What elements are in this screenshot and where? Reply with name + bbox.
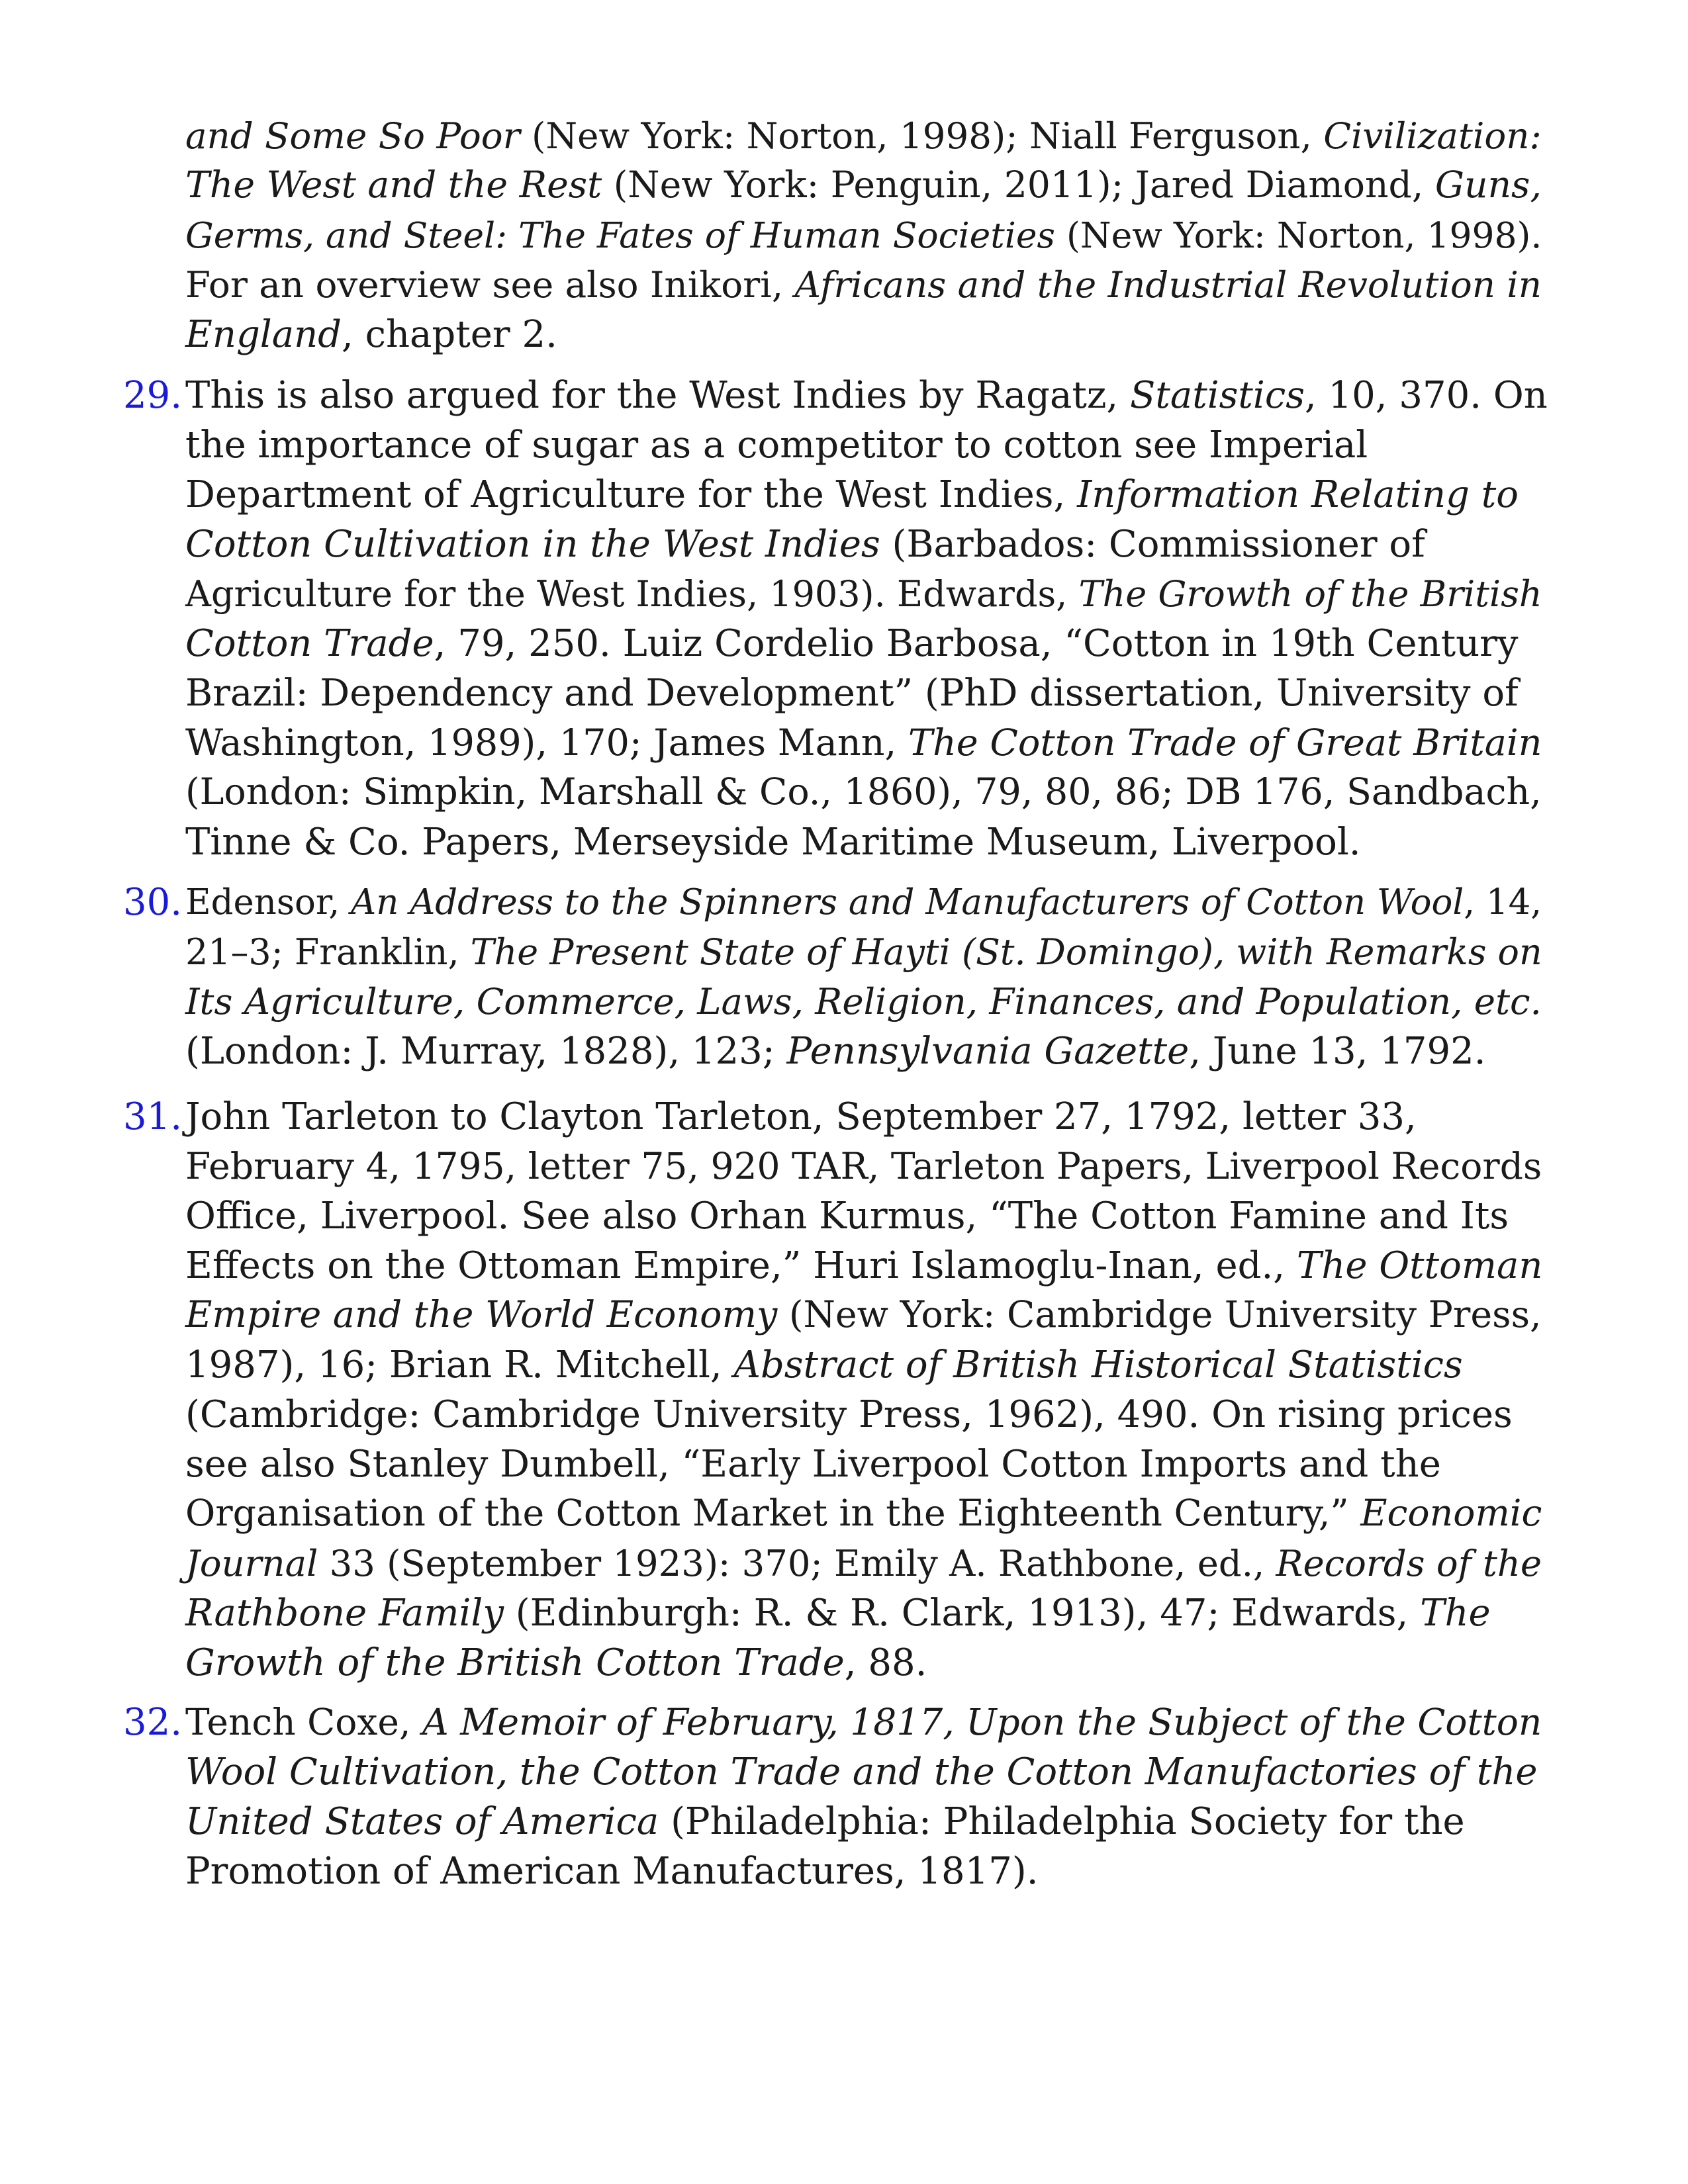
text-run: For an overview see also Inikori,: [185, 263, 795, 306]
text-run: February 4, 1795, letter 75, 920 TAR, Tarleton Papers, Liverpool Records: [185, 1145, 1542, 1187]
italic-text: A Memoir of February, 1817, Upon the Subject of the Cotton: [422, 1701, 1542, 1743]
text-line: [185, 470, 1549, 520]
text-run: see also Stanley Dumbell, “Early Liverpool Cotton Imports and the: [185, 1443, 1441, 1486]
italic-text: The Growth of the British: [1078, 573, 1542, 615]
text-line: [185, 1747, 1549, 1797]
text-line: [185, 1241, 1549, 1291]
italic-text: Rathbone Family: [185, 1592, 504, 1635]
footnote-29: [123, 371, 1549, 867]
text-line: [185, 1191, 1549, 1241]
italic-text: The Cotton Trade of Great Britain: [908, 721, 1542, 764]
italic-text: United States of America: [185, 1800, 659, 1843]
text-line: [185, 1698, 1549, 1747]
italic-text: Wool Cultivation, the Cotton Trade and the Cotton Manufactories of the: [185, 1751, 1538, 1794]
text-line: [185, 718, 1549, 768]
footnote-number[interactable]: 31.: [123, 1095, 183, 1138]
italic-text: An Address to the Spinners and Manufacturers of Cotton Wool: [351, 882, 1464, 923]
text-run: the importance of sugar as a competitor to cotton see Imperial: [185, 424, 1368, 467]
text-run: (New York: Cambridge University Press,: [777, 1294, 1542, 1336]
italic-text: The Present State of Hayti (St. Domingo), with Remarks on: [470, 931, 1542, 973]
text-run: 33 (September 1923): 370; Emily A. Rathbone, ed.,: [318, 1543, 1276, 1584]
italic-text: The: [1420, 1592, 1491, 1635]
text-line: [185, 977, 1549, 1026]
italic-text: Civilization:: [1323, 114, 1542, 157]
italic-text: and Some So Poor: [185, 114, 520, 157]
text-line: [185, 210, 1549, 260]
text-run: , chapter 2.: [342, 313, 557, 356]
footnote-number[interactable]: 29.: [123, 374, 183, 417]
footnote-30: [123, 878, 1549, 1076]
italic-text: Africans and the Industrial Revolution in: [794, 263, 1542, 306]
text-run: This is also argued for the West Indies by Ragatz,: [185, 374, 1131, 417]
text-line: [185, 1291, 1549, 1340]
text-run: , June 13, 1792.: [1189, 1030, 1486, 1073]
text-line: [185, 878, 1549, 927]
italic-text: Economic: [1360, 1492, 1542, 1535]
text-run: Office, Liverpool. See also Orhan Kurmus, “The Cotton Famine and Its: [185, 1195, 1509, 1238]
text-run: (London: Simpkin, Marshall & Co., 1860), 79, 80, 86; DB 176, Sandbach,: [185, 771, 1542, 813]
text-line: [185, 420, 1549, 470]
text-line: [185, 371, 1549, 420]
italic-text: Its Agriculture, Commerce, Laws, Religion, Finances, and Population, etc.: [185, 980, 1542, 1023]
text-line: [185, 520, 1549, 569]
italic-text: Pennsylvania Gazette: [786, 1030, 1190, 1073]
text-run: Effects on the Ottoman Empire,” Huri Islamoglu-Inan, ed.,: [185, 1244, 1297, 1287]
text-run: Brazil: Dependency and Development” (PhD dissertation, University of: [185, 672, 1519, 715]
italic-text: Information Relating to: [1077, 473, 1519, 516]
text-line: [185, 1638, 1549, 1688]
italic-text: The West and the Rest: [185, 164, 602, 206]
text-line: [185, 161, 1549, 210]
footnote-number[interactable]: 32.: [123, 1701, 183, 1744]
text-line: [185, 1390, 1549, 1439]
text-run: Agriculture for the West Indies, 1903). Edwards,: [185, 573, 1079, 615]
footnote-text: [185, 878, 1549, 1076]
text-run: (Philadelphia: Philadelphia Society for the: [659, 1800, 1465, 1843]
text-line: [185, 1026, 1549, 1076]
text-run: 1987), 16; Brian R. Mitchell,: [185, 1343, 734, 1387]
footnote-text: [185, 111, 1549, 359]
text-line: [185, 1092, 1549, 1142]
text-line: [185, 668, 1549, 718]
text-run: (New York: Norton, 1998).: [1055, 214, 1542, 256]
text-run: Tench Coxe,: [185, 1701, 422, 1743]
text-line: [185, 111, 1549, 161]
italic-text: Growth of the British Cotton Trade: [185, 1641, 845, 1684]
italic-text: Journal: [185, 1543, 318, 1584]
italic-text: Germs, and Steel: The Fates of Human Societies: [185, 214, 1055, 256]
text-run: Promotion of American Manufactures, 1817).: [185, 1850, 1039, 1893]
footnote-number[interactable]: 30.: [123, 881, 183, 924]
italic-text: Empire and the World Economy: [185, 1294, 778, 1336]
footnote-text: [185, 1092, 1549, 1688]
text-line: [185, 927, 1549, 977]
text-line: [185, 1588, 1549, 1638]
italic-text: Records of the: [1276, 1543, 1542, 1584]
text-line: [185, 1797, 1549, 1846]
text-line: [185, 260, 1549, 310]
text-run: , 10, 370. On: [1304, 374, 1548, 417]
footnote-text: [185, 371, 1549, 867]
footnote-32: [123, 1698, 1549, 1896]
text-run: (Cambridge: Cambridge University Press, 1962), 490. On rising prices: [185, 1393, 1513, 1436]
text-run: Tinne & Co. Papers, Merseyside Maritime Museum, Liverpool.: [185, 821, 1361, 864]
text-line: [185, 1489, 1549, 1539]
text-line: [185, 768, 1549, 817]
text-run: , 79, 250. Luiz Cordelio Barbosa, “Cotton in 19th Century: [434, 622, 1519, 665]
text-line: [185, 817, 1549, 867]
text-line: [185, 569, 1549, 619]
text-run: (New York: Norton, 1998); Niall Ferguson,: [520, 114, 1324, 157]
text-line: [185, 310, 1549, 359]
italic-text: Guns,: [1434, 164, 1542, 206]
italic-text: Cotton Trade: [185, 622, 434, 665]
text-run: (Barbados: Commissioner of: [880, 523, 1425, 566]
italic-text: Statistics: [1130, 374, 1305, 417]
text-line: [185, 1340, 1549, 1390]
italic-text: The Ottoman: [1296, 1244, 1543, 1287]
text-run: Organisation of the Cotton Market in the Eighteenth Century,”: [185, 1492, 1361, 1535]
text-run: , 14,: [1464, 882, 1542, 923]
footnote-continuation: [185, 111, 1549, 359]
text-line: [185, 619, 1549, 668]
italic-text: Abstract of British Historical Statistics: [733, 1343, 1463, 1387]
text-run: Washington, 1989), 170; James Mann,: [185, 721, 908, 764]
text-run: 21–3; Franklin,: [185, 931, 471, 973]
footnote-31: [123, 1092, 1549, 1688]
text-line: [185, 1142, 1549, 1191]
text-run: , 88.: [844, 1641, 927, 1684]
text-run: (Edinburgh: R. & R. Clark, 1913), 47; Edwards,: [503, 1592, 1421, 1635]
text-run: Department of Agriculture for the West Indies,: [185, 473, 1078, 516]
text-line: [185, 1539, 1549, 1588]
italic-text: Cotton Cultivation in the West Indies: [185, 523, 880, 566]
text-line: [185, 1439, 1549, 1489]
footnote-text: [185, 1698, 1549, 1896]
text-line: [185, 1846, 1549, 1896]
text-run: Edensor,: [185, 882, 351, 923]
text-run: (New York: Penguin, 2011); Jared Diamond,: [602, 164, 1435, 206]
italic-text: England: [185, 313, 342, 356]
text-run: (London: J. Murray, 1828), 123;: [185, 1030, 787, 1073]
text-run: John Tarleton to Clayton Tarleton, September 27, 1792, letter 33,: [185, 1095, 1417, 1138]
